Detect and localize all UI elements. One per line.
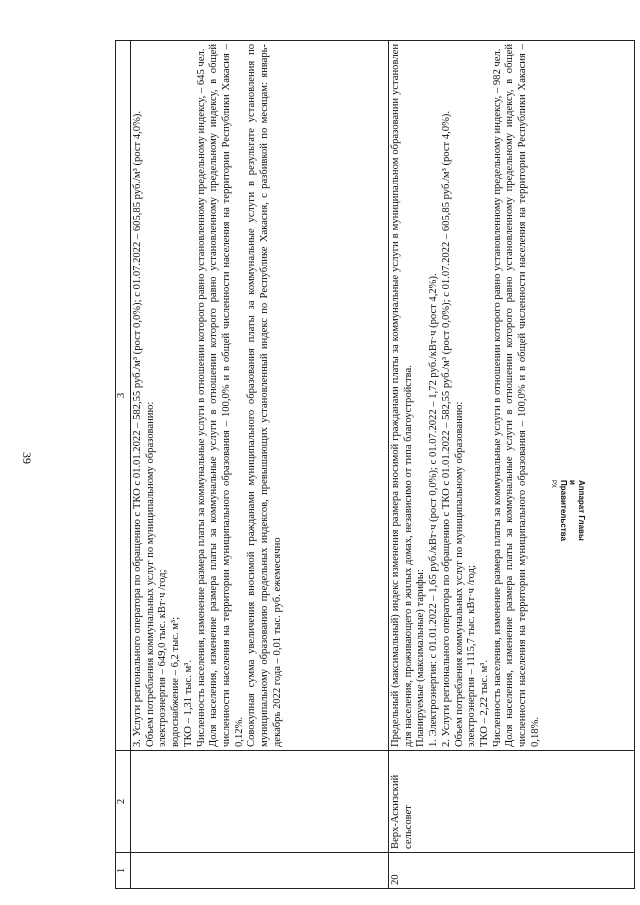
text-line: Численность населения, изменение размера платы за коммунальные услуги в отношении которого равно установленному предельному индексу, – 982 чел. [491, 48, 503, 747]
text-line: электроэнергия – 1115,7 тыс. кВт·ч /год; [466, 565, 478, 747]
text-line: Объем потребления коммунальных услуг по муниципальному образованию: [453, 401, 465, 747]
row-number: 20 [389, 853, 635, 889]
text-line: ТКО – 2,22 тыс. м³. [478, 660, 490, 747]
text-line: ТКО – 1,31 тыс. м³. [182, 660, 194, 747]
municipality-name: Верх-Аскизский сельсовет [389, 751, 635, 853]
row-description [131, 41, 389, 751]
table-row-20 [389, 41, 635, 889]
text-line: Численность населения, изменение размера платы за коммунальные услуги в отношении которого равно установленному предельному индексу, – 645 чел. [195, 48, 207, 747]
text-line: Предельный (максимальный) индекс изменения размера вносимой гражданами платы за коммунальные услуги в муниципальном образовании установлен для населения, проживающего в жилых домах, независимо от типа благоустройства. [390, 44, 414, 747]
page-number: 39 [20, 452, 34, 464]
document-table-rotated [115, 40, 635, 889]
header-col-2: 2 [116, 751, 131, 853]
table-header-row [116, 41, 131, 889]
row-number [131, 853, 389, 889]
table-row-continued [131, 41, 389, 889]
header-col-3: 3 [116, 41, 131, 751]
stamp-line-1: Аппарат Главы [577, 480, 586, 541]
header-col-1: 1 [116, 853, 131, 889]
text-line: Объем потребления коммунальных услуг по муниципальному образованию: [144, 401, 156, 747]
text-line: Доля населения, изменение размера платы за коммунальные услуги в отношении которого равно установленному предельному индексу, в общей численности населения на территории муниципального образования – 100,0% и в общей численности населения на территории Республики Хакасия – 0,18%. [504, 44, 541, 747]
row-description [389, 41, 635, 751]
text-line: Планируемые (максимальные) тарифы: [415, 569, 427, 747]
stamp-line-2-text: и Правительства [559, 480, 577, 541]
text-line: Совокупная сумма увеличения вносимой гражданами муниципального образования платы за коммунальные услуги в результате установления по муниципальному образованию предельных индексов, превышающих установленный индекс по Республике Хакасия, с разбивкой по месяцам: январь-декабрь 2022 года – 0,01 тыс. руб. ежемесячно [246, 44, 283, 747]
tariff-table [115, 40, 635, 889]
municipality-name [131, 751, 389, 853]
text-line: 1. Электроэнергия: с 01.01.2022 – 1,65 руб./кВт·ч (рост 0,0%); с 01.07.2022 – 1,72 руб./кВт·ч (рост 4,2%). [428, 273, 440, 747]
stamp-line-3: РХ [550, 480, 556, 488]
text-line: Доля населения, изменение размера платы за коммунальные услуги в отношении которого равно установленному предельному индексу, в общей численности населения на территории муниципального образования – 100,0% и в общей численности населения на территории Республики Хакасия – 0,12%. [208, 44, 245, 747]
text-line: водоснабжение – 6,2 тыс. м³; [170, 616, 182, 747]
text-line: электроэнергия – 649,0 тыс. кВт·ч /год; [157, 569, 169, 747]
text-line: 2. Услуги регионального оператора по обращению с ТКО с 01.01.2022 – 582,55 руб./м³ (рост 0,0%); с 01.07.2022 – 605,85 руб./м³ (рост 4,0%). [440, 110, 452, 747]
text-line: 3. Услуги регионального оператора по обращению с ТКО с 01.01.2022 – 582,55 руб./м³ (рост 0,0%); с 01.07.2022 – 605,85 руб./м³ (рост 4,0%). [132, 110, 143, 747]
